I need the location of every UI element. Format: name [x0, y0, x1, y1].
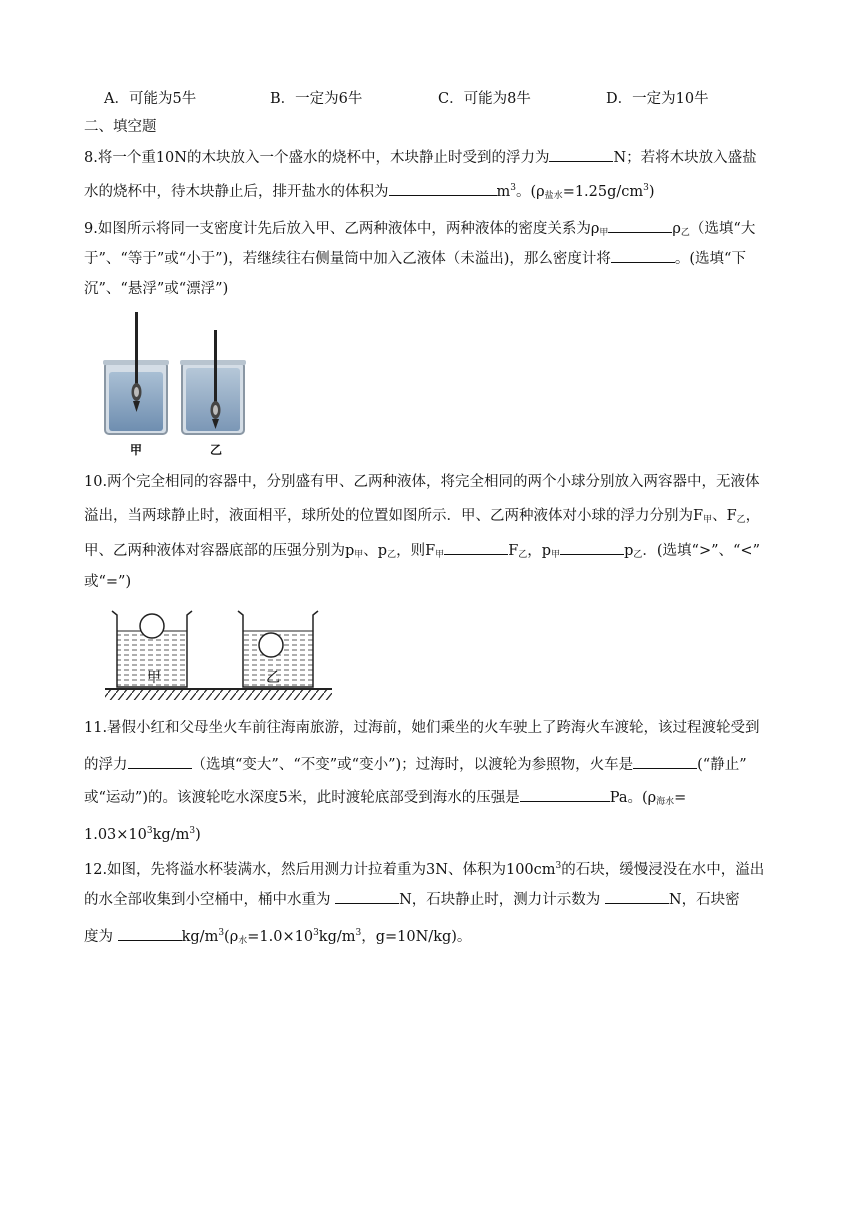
question-11-line-1: 11.暑假小红和父母坐火车前往海南旅游，过海前，她们乘坐的火车驶上了跨海火车渡轮，该过程渡轮受到: [84, 720, 760, 736]
hydrometer-stem-left: [135, 312, 138, 384]
answer-blank[interactable]: [633, 754, 697, 769]
option-a: A．可能为5牛: [104, 91, 197, 107]
question-9-line-1: 9.如图所示将同一支密度计先后放入甲、乙两种液体中，两种液体的密度关系为$\rho_甲$ $\rho_乙$（选填“大: [84, 218, 755, 243]
figure-label-right: 乙: [210, 443, 223, 457]
container-label-right: 乙: [266, 670, 280, 686]
answer-blank[interactable]: [611, 248, 675, 263]
answer-blank[interactable]: [549, 147, 613, 162]
ball-right: [259, 633, 283, 657]
question-10-line-2: 溢出，当两球静止时，液面相平，球所处的位置如图所示．甲、乙两种液体对小球的浮力分别为$F_甲$、$F_乙$，: [84, 508, 761, 525]
question-9-line-3: 沉”、“悬浮”或“漂浮”): [84, 281, 229, 297]
question-12-line-3: 度为 $kg/m^3(\rho_水=1.0\times 10^3kg/m^3$，g=10N/kg)。: [84, 928, 472, 946]
section-heading: 二、填空题: [84, 119, 157, 135]
question-8-line-2: 水的烧杯中，待木块静止后，排开盐水的体积为 $m^3$。$(\rho_{盐水}=1.25g/cm^3)$: [84, 183, 655, 201]
answer-blank[interactable]: [335, 889, 399, 904]
container-figure: [100, 603, 340, 708]
answer-blank[interactable]: [389, 181, 497, 196]
question-11-line-4: $1.03\times 10^3kg/m^3$): [84, 826, 201, 843]
answer-blank[interactable]: [444, 540, 508, 555]
question-11-line-2: 的浮力 （选填“变大”、“不变”或“变小”)；过海时，以渡轮为参照物，火车是 (“静止”: [84, 754, 747, 775]
option-d: D．一定为10牛: [606, 91, 709, 107]
answer-blank[interactable]: [605, 889, 669, 904]
answer-blank[interactable]: [560, 540, 624, 555]
hydrometer-stem-right: [214, 330, 217, 405]
question-9-line-2: 于”、“等于”或“小于”)，若继续往右侧量筒中加入乙液体（未溢出)，那么密度计将 。(选填“下: [84, 248, 746, 269]
figure-label-left: 甲: [130, 443, 143, 457]
question-12-line-2: 的水全部收集到小空桶中，桶中水重为 N，石块静止时，测力计示数为 N，石块密: [84, 889, 740, 910]
ball-left: [140, 614, 164, 638]
answer-blank[interactable]: [128, 754, 192, 769]
answer-blank[interactable]: [118, 926, 182, 941]
answer-blank[interactable]: [520, 787, 610, 802]
answer-blank[interactable]: [608, 218, 672, 233]
container-label-left: 甲: [147, 670, 161, 686]
question-10-line-4: 或“=”): [84, 574, 132, 590]
question-11-line-3: 或“运动”)的。该渡轮吃水深度5米，此时渡轮底部受到海水的压强是 Pa。($\rho_{海水}=$: [84, 787, 686, 812]
question-12-line-1: 12.如图，先将溢水杯装满水，然后用测力计拉着重为3N、体积为$100cm^3$的石块，缓慢浸没在水中，溢出: [84, 861, 765, 878]
question-10-line-3: 甲、乙两种液体对容器底部的压强分别为$p_甲$、$p_乙$，则$F_甲$ $F_乙$，$p_甲$ $p_乙$．(选填“>”、“<”: [84, 540, 760, 565]
option-b: B．一定为6牛: [270, 91, 363, 107]
hydrometer-figure: [100, 310, 250, 460]
question-8-line-1: 8.将一个重10N的木块放入一个盛水的烧杯中，木块静止时受到的浮力为 N；若将木块放入盛盐: [84, 147, 757, 168]
option-c: C．可能为8牛: [438, 91, 531, 107]
question-10-line-1: 10.两个完全相同的容器中，分别盛有甲、乙两种液体，将完全相同的两个小球分别放入两容器中，无液体: [84, 474, 760, 490]
